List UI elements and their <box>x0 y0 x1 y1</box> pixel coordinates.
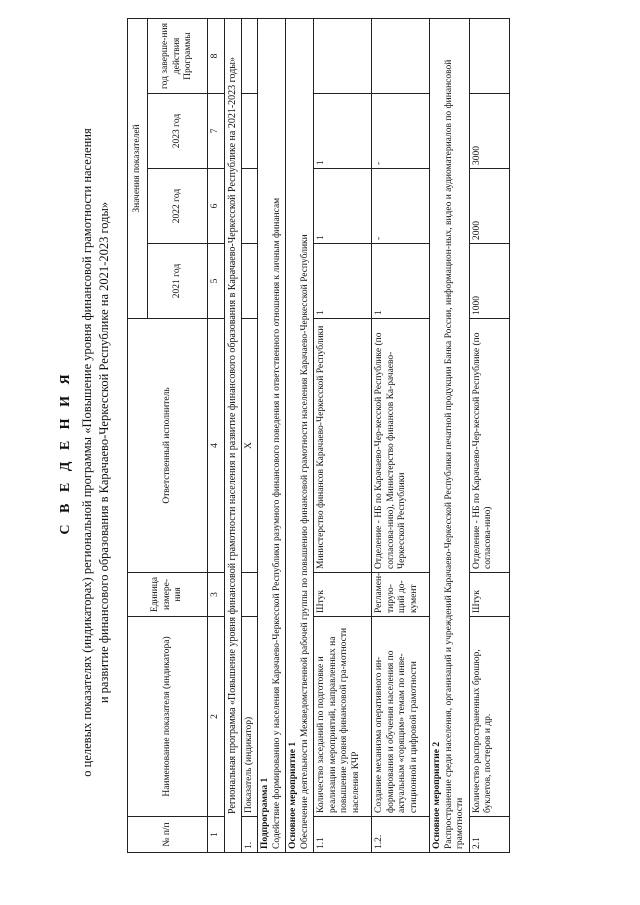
row-executor: Министерство финансов Карачаево-Черкесской Республики <box>314 319 372 573</box>
col-number: 4 <box>208 319 225 573</box>
col-number: 6 <box>208 169 225 244</box>
event2-text: Распространение среди населения, организаций и учреждений Карачаево-Черкесской Республики печатной продукции Банка России, информацион-ных, видео и аудиоматериалов по финансовой грамотности <box>443 59 465 849</box>
header-name: Наименование показателя (индикатора) <box>128 617 208 817</box>
event2-title: Основное мероприятие 2 <box>432 741 442 849</box>
indicator-row <box>241 19 258 853</box>
subtitle-line-2: и развитие финансового образования в Карачаево-Черкесской Республике на 2021-2023 годы» <box>97 201 111 704</box>
event1-text: Обеспечение деятельности Межведомственной рабочей группы по повышению финансовой грамотности населения Карачаево-Черкесской Республики <box>299 234 310 849</box>
program-title-row: Региональная программа «Повышение уровня финансовой грамотности населения и развитие финансового образования в Карачаево-Черкесской Республике на 2021-2023 годы» <box>224 19 241 853</box>
row-executor: Отделение - НБ по Карачаево-Чер-кесской Республике (по согласова-нию), Министерство финансов Ка-рачаево-Черкесской Республики <box>372 319 430 573</box>
row-value-2023: 3000 <box>469 94 509 169</box>
row-name: Создание механизма оперативного ин-формирования и обучения населения по актуальным «горящим» темам по инве-стиционной и цифровой грамотности <box>372 617 430 817</box>
row-value-2023: - <box>372 94 430 169</box>
table-row <box>314 19 372 853</box>
row-value-2022: 2000 <box>469 169 509 244</box>
col-number: 2 <box>208 617 225 817</box>
row-value-2021: 1 <box>314 244 372 319</box>
col-number: 7 <box>208 94 225 169</box>
table-row <box>372 19 430 853</box>
subtitle-line-1: о целевых показателях (индикаторах) региональной программы «Повышение уровня финансовой грамотности населения <box>80 128 94 777</box>
header-end-year: год заверше-ния действия Программы <box>148 19 208 94</box>
col-number: 8 <box>208 19 225 94</box>
row-no: 1.2. <box>372 817 430 853</box>
row-value-end <box>314 19 372 94</box>
row-unit: Регламен-тирую-щий до-кумент <box>372 573 430 617</box>
event1-cell <box>286 19 314 853</box>
col-number: 1 <box>208 817 225 853</box>
col-number: 5 <box>208 244 225 319</box>
row-unit: Штук <box>314 573 372 617</box>
header-no: № п/п <box>128 817 208 853</box>
row-value-2021: 1000 <box>469 244 509 319</box>
indicator-no: 1. <box>241 817 258 853</box>
row-no: 1.1 <box>314 817 372 853</box>
header-values-group: Значения показателей <box>128 19 148 319</box>
row-executor: Отделение - НБ по Карачаево-Чер-кесской Республике (по согласова-нию) <box>469 319 509 573</box>
event2-cell <box>430 19 470 853</box>
row-no: 2.1 <box>469 817 509 853</box>
row-value-end <box>469 19 509 94</box>
row-name: Количество распространенных брошюр, буклетов, постеров и др. <box>469 617 509 817</box>
subprogram-text: Содействие формированию у населения Карачаево-Черкесской Республики разумного финансового поведения и ответственного отношения к личным финансам <box>271 197 282 849</box>
row-value-2022: - <box>372 169 430 244</box>
row-value-2023: 1 <box>314 94 372 169</box>
row-value-end <box>372 19 430 94</box>
row-name: Количество заседаний по подготовке и реализации мероприятий, направленных на повышение уровня финансовой гра-мотности населения КЧР <box>314 617 372 817</box>
table-row <box>469 19 509 853</box>
header-2021: 2021 год <box>148 244 208 319</box>
indicator-name: Показатель (индикатор) <box>241 617 258 817</box>
indicators-table <box>127 18 510 853</box>
document-title: С В Е Д Е Н И Я <box>58 370 73 535</box>
col-number: 3 <box>208 573 225 617</box>
header-2023: 2023 год <box>148 94 208 169</box>
event1-title: Основное мероприятие 1 <box>288 741 298 849</box>
header-executor: Ответственный исполнитель <box>128 319 208 573</box>
row-value-2021: 1 <box>372 244 430 319</box>
row-unit: Штук <box>469 573 509 617</box>
subprogram-cell <box>258 19 286 853</box>
header-unit: Единица измере-ния <box>128 573 208 617</box>
header-2022: 2022 год <box>148 169 208 244</box>
row-value-2022: 1 <box>314 169 372 244</box>
document-subtitle <box>79 120 113 785</box>
column-numbers-row <box>208 19 225 853</box>
subprogram-title: Подпрограмма 1 <box>260 777 270 849</box>
indicator-executor: X <box>241 319 258 573</box>
